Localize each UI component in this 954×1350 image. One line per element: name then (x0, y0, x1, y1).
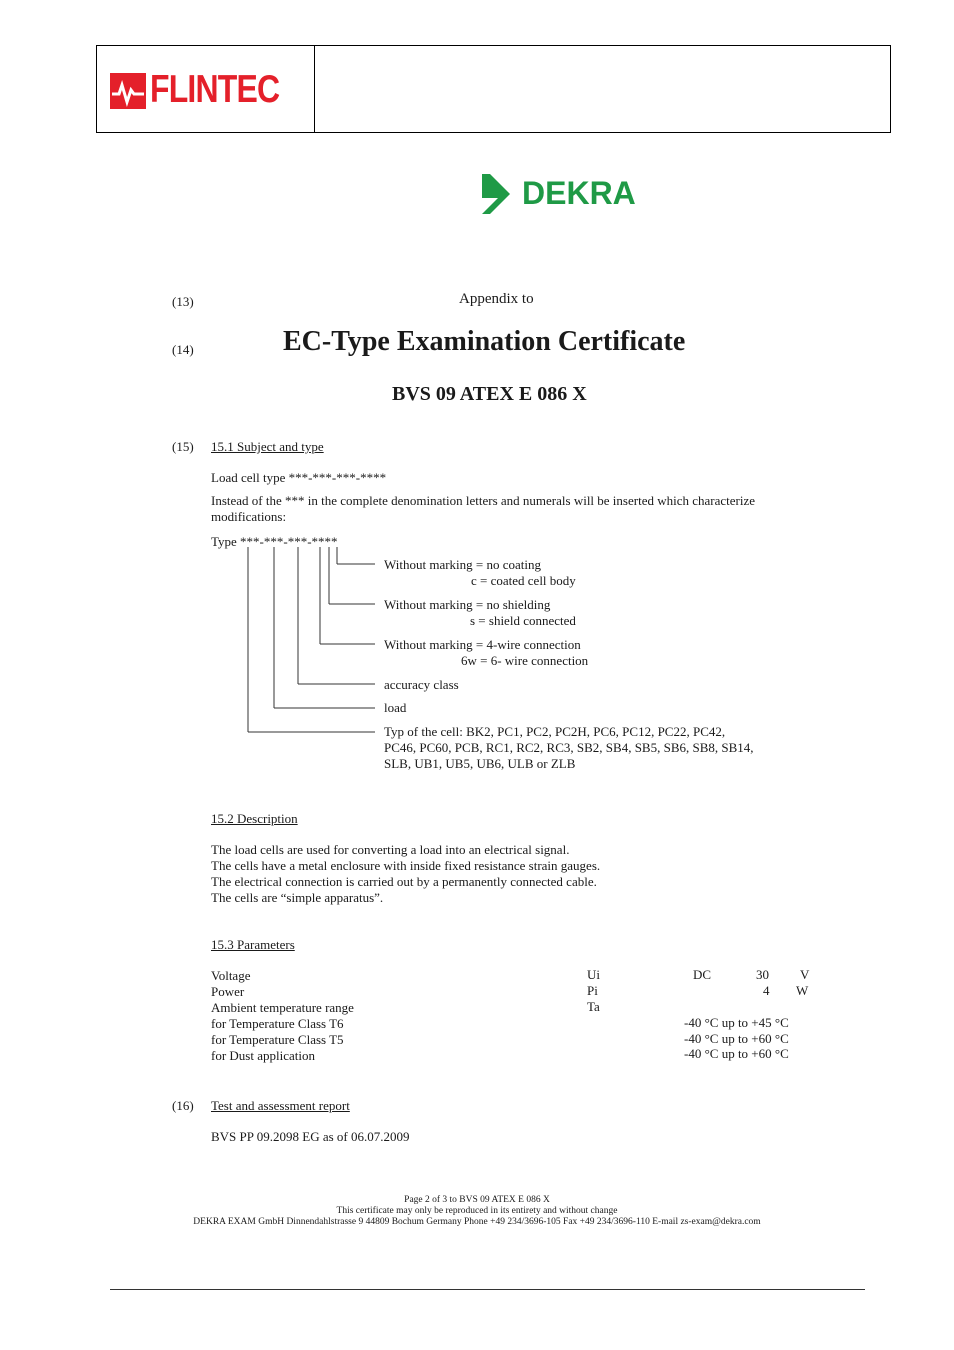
load-cell-type: Load cell type ***-***-***-**** (211, 470, 387, 485)
section-number-14: (14) (172, 342, 194, 357)
section-number-16: (16) (172, 1098, 194, 1113)
param-t6-range: -40 °C up to +45 °C (684, 1015, 789, 1030)
footer-address: DEKRA EXAM GmbH Dinnendahlstrasse 9 44809 Bochum Germany Phone +49 234/3696-105 Fax +49 234/3696-110 E-mail zs-exam@dekra.com (193, 1217, 761, 1227)
param-voltage-symbol: Ui (587, 967, 600, 982)
section-heading-report: Test and assessment report (211, 1098, 350, 1113)
section-heading-parameters: 15.3 Parameters (211, 937, 295, 952)
company-logo: FLINTEC (150, 68, 280, 111)
param-voltage-label: Voltage (211, 968, 251, 983)
param-dust-range: -40 °C up to +60 °C (684, 1046, 789, 1061)
wire-line-2: 6w = 6- wire connection (461, 653, 589, 668)
modifications-text: modifications: (211, 509, 287, 524)
shielding-line-1: Without marking = no shielding (384, 597, 551, 612)
param-power-symbol: Pi (587, 983, 598, 998)
description-line: The cells are “simple apparatus”. (211, 890, 384, 905)
footer-notice: This certificate may only be reproduced in its entirety and without change (336, 1206, 618, 1216)
param-t5-label: for Temperature Class T5 (211, 1032, 344, 1047)
param-ambient-symbol: Ta (587, 999, 600, 1014)
param-voltage-value: 30 (756, 967, 769, 982)
cell-types-line-1: Typ of the cell: BK2, PC1, PC2, PC2H, PC6, PC12, PC22, PC42, (384, 724, 726, 739)
description-line: The load cells are used for converting a load into an electrical signal. (211, 842, 570, 857)
param-dust-label: for Dust application (211, 1048, 315, 1063)
param-ambient-label: Ambient temperature range (211, 1000, 354, 1015)
param-power-label: Power (211, 984, 245, 999)
authority-logo: DEKRA (522, 175, 636, 211)
param-voltage-type: DC (693, 967, 712, 982)
type-code: Type ***-***-***-**** (211, 534, 338, 549)
instead-text: Instead of the *** in the complete denomination letters and numerals will be inserted which characterize (211, 493, 756, 508)
param-power-unit: W (796, 983, 809, 998)
cell-types-line-3: SLB, UB1, UB5, UB6, ULB or ZLB (384, 756, 576, 771)
certificate-number: BVS 09 ATEX E 086 X (392, 383, 587, 405)
section-heading-subject: 15.1 Subject and type (211, 439, 324, 454)
report-reference: BVS PP 09.2098 EG as of 06.07.2009 (211, 1129, 410, 1144)
description-line: The cells have a metal enclosure with inside fixed resistance strain gauges. (211, 858, 601, 873)
appendix-label: Appendix to (459, 291, 534, 307)
param-power-value: 4 (763, 983, 770, 998)
cell-types-line-2: PC46, PC60, PCB, RC1, RC2, RC3, SB2, SB4, SB5, SB6, SB8, SB14, (384, 740, 754, 755)
load-label: load (384, 700, 407, 715)
coating-line-1: Without marking = no coating (384, 557, 542, 572)
section-number-15: (15) (172, 439, 194, 454)
footer-rule (110, 1289, 865, 1290)
accuracy-class: accuracy class (384, 677, 459, 692)
footer-page: Page 2 of 3 to BVS 09 ATEX E 086 X (404, 1195, 550, 1205)
section-heading-description: 15.2 Description (211, 811, 298, 826)
description-line: The electrical connection is carried out by a permanently connected cable. (211, 874, 597, 889)
param-t5-range: -40 °C up to +60 °C (684, 1031, 789, 1046)
shielding-line-2: s = shield connected (470, 613, 576, 628)
section-number-13: (13) (172, 294, 194, 309)
wire-line-1: Without marking = 4-wire connection (384, 637, 581, 652)
coating-line-2: c = coated cell body (471, 573, 576, 588)
document-title: EC-Type Examination Certificate (283, 326, 686, 357)
param-t6-label: for Temperature Class T6 (211, 1016, 344, 1031)
param-voltage-unit: V (800, 967, 810, 982)
